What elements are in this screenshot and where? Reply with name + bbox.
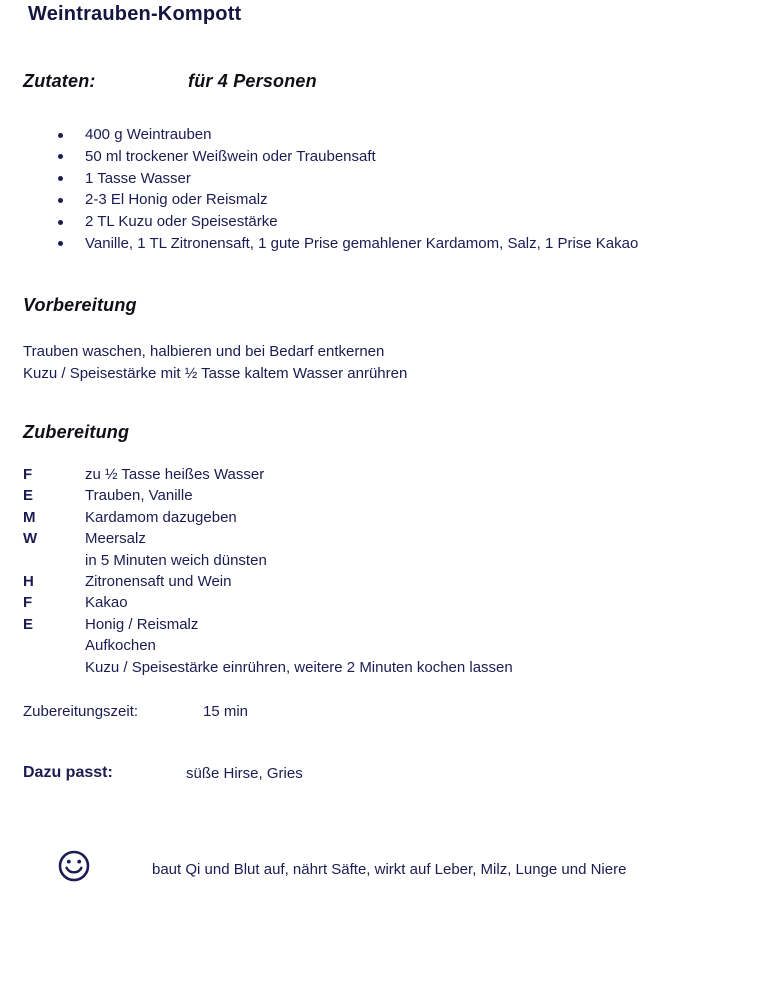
cooking-step: [23, 550, 733, 571]
prep-time-label: Zubereitungszeit:: [23, 703, 139, 720]
ingredients-list: [56, 124, 736, 255]
cooking-step: [23, 485, 733, 506]
element-letter: [23, 550, 85, 571]
step-text: Trauben, Vanille: [85, 487, 193, 505]
step-text: Zitronensaft und Wein: [85, 573, 232, 591]
page-title: Weintrauben-Kompott: [28, 3, 242, 25]
element-letter: [23, 635, 85, 656]
preparation-text: [23, 341, 723, 385]
element-letter: E: [23, 487, 34, 505]
smiley-icon: [58, 850, 90, 882]
preparation-line: Trauben waschen, halbieren und bei Bedarf entkernen: [23, 343, 385, 360]
step-text: zu ½ Tasse heißes Wasser: [85, 466, 265, 483]
element-letter: E: [23, 615, 34, 633]
step-text: Meersalz: [85, 530, 146, 548]
ingredient-item: 400 g Weintrauben: [56, 124, 736, 146]
step-text: Honig / Reismalz: [85, 615, 199, 633]
cooking-heading: Zubereitung: [23, 422, 130, 442]
ingredients-heading: Zutaten:: [23, 71, 96, 91]
serving-size: für 4 Personen: [188, 71, 317, 91]
prep-time-value: 15 min: [203, 703, 249, 720]
element-letter: F: [23, 466, 33, 483]
cooking-step: [23, 657, 733, 678]
pairing-value: süße Hirse, Gries: [186, 765, 303, 782]
pairing-label: Dazu passt:: [23, 764, 113, 781]
cooking-step: [23, 635, 733, 656]
cooking-step: [23, 464, 733, 485]
step-text: Kakao: [85, 594, 128, 612]
cooking-step: [23, 507, 733, 528]
ingredient-item: 2-3 El Honig oder Reismalz: [56, 189, 736, 211]
cooking-step: [23, 614, 733, 635]
cooking-step: [23, 592, 733, 613]
cooking-steps: [23, 464, 733, 678]
element-letter: H: [23, 573, 34, 591]
step-text: Kuzu / Speisestärke einrühren, weitere 2 Minuten kochen lassen: [85, 658, 513, 676]
element-letter: M: [23, 508, 36, 526]
element-letter: W: [23, 530, 38, 548]
cooking-step: [23, 571, 733, 592]
preparation-line: Kuzu / Speisestärke mit ½ Tasse kaltem Wasser anrühren: [23, 364, 408, 382]
cooking-step: [23, 528, 733, 549]
element-letter: [23, 657, 85, 678]
step-text: Kardamom dazugeben: [85, 508, 237, 526]
ingredient-item: Vanille, 1 TL Zitronensaft, 1 gute Prise gemahlener Kardamom, Salz, 1 Prise Kakao: [56, 233, 736, 255]
element-letter: F: [23, 594, 33, 612]
health-note: baut Qi und Blut auf, nährt Säfte, wirkt auf Leber, Milz, Lunge und Niere: [152, 861, 627, 878]
ingredient-item: 2 TL Kuzu oder Speisestärke: [56, 211, 736, 233]
preparation-heading: Vorbereitung: [23, 295, 137, 315]
ingredient-item: 50 ml trockener Weißwein oder Traubensaft: [56, 146, 736, 168]
step-text: in 5 Minuten weich dünsten: [85, 551, 267, 569]
step-text: Aufkochen: [85, 637, 156, 655]
ingredient-item: 1 Tasse Wasser: [56, 168, 736, 190]
